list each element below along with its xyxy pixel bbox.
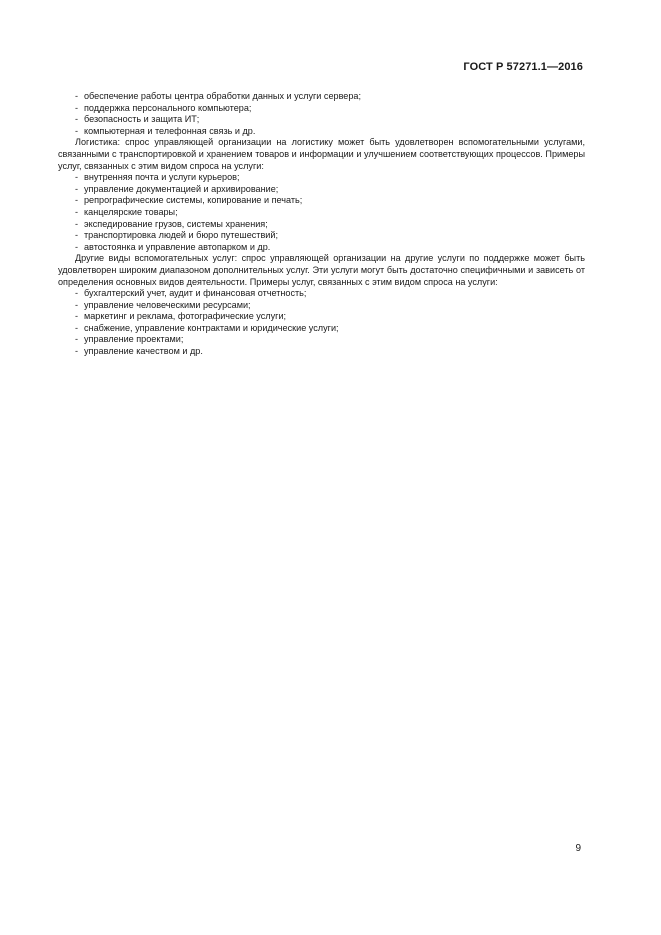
list-item: - управление документацией и архивирование;: [58, 184, 585, 196]
list-item: - экспедирование грузов, системы хранения;: [58, 219, 585, 231]
list-item: - внутренняя почта и услуги курьеров;: [58, 172, 585, 184]
other-services-paragraph: Другие виды вспомогательных услуг: спрос управляющей организации на другие услуги по поддержке может быть удовлетворен широким диапазоном дополнительных услуг. Эти услуги могут быть достаточно специфичными и зависеть от определения основных видов деятельности. Примеры услуг, связанных с этим видом спроса на услуги:: [58, 253, 585, 287]
page-number: 9: [575, 843, 581, 854]
logistics-services-list: [58, 172, 585, 253]
list-item: - безопасность и защита ИТ;: [58, 114, 585, 126]
document-number-header: ГОСТ Р 57271.1—2016: [463, 61, 583, 73]
list-item: - управление проектами;: [58, 334, 585, 346]
list-item: - транспортировка людей и бюро путешествий;: [58, 230, 585, 242]
list-item: - бухгалтерский учет, аудит и финансовая отчетность;: [58, 288, 585, 300]
it-services-list: [58, 91, 585, 137]
list-item: - маркетинг и реклама, фотографические услуги;: [58, 311, 585, 323]
list-item: - управление человеческими ресурсами;: [58, 300, 585, 312]
list-item: - канцелярские товары;: [58, 207, 585, 219]
list-item: - автостоянка и управление автопарком и др.: [58, 242, 585, 254]
page-content: [58, 91, 585, 358]
list-item: - поддержка персонального компьютера;: [58, 103, 585, 115]
list-item: - компьютерная и телефонная связь и др.: [58, 126, 585, 138]
list-item: - управление качеством и др.: [58, 346, 585, 358]
other-services-list: [58, 288, 585, 358]
logistics-paragraph: Логистика: спрос управляющей организации на логистику может быть удовлетворен вспомогательными услугами, связанными с транспортировкой и хранением товаров и информации и улучшением соответствующих процессов. Примеры услуг, связанных с этим видом спроса на услуги:: [58, 137, 585, 171]
list-item: - снабжение, управление контрактами и юридические услуги;: [58, 323, 585, 335]
list-item: - репрографические системы, копирование и печать;: [58, 195, 585, 207]
list-item: - обеспечение работы центра обработки данных и услуги сервера;: [58, 91, 585, 103]
